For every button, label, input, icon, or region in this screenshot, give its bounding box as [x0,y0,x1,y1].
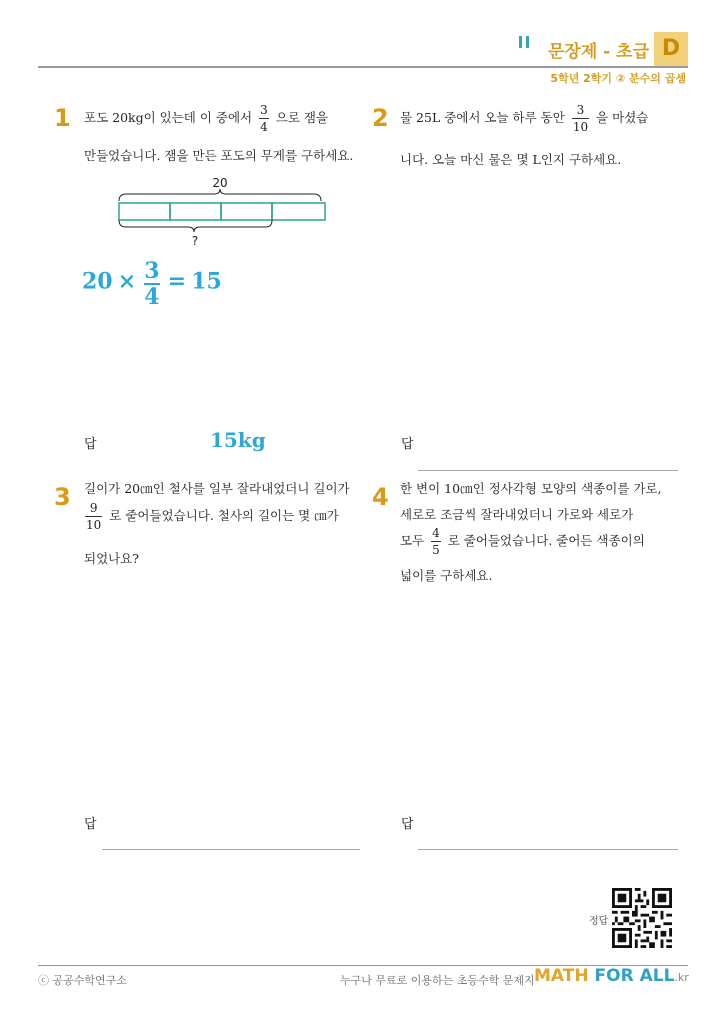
problem-3-text-line1: 길이가 20㎝인 철사를 일부 잘라내었더니 길이가 [84,481,350,496]
problem-4-text-line1: 한 변이 10㎝인 정사각형 모양의 색종이를 가로, [400,481,662,496]
problem-1-number: 1 [54,104,71,132]
fraction-denominator: 10 [86,518,102,532]
problem-2-answer-label: 답 [401,437,414,452]
diagram-segment [272,203,325,220]
worksheet-subtitle: 5학년 2학기 ② 분수의 곱셈 [550,72,686,85]
diagram-segment [170,203,221,220]
problem-4-fraction [431,527,441,556]
solution-fraction-numerator: 3 [144,258,160,284]
problem-4-text-line4: 넓이를 구하세요. [400,568,493,583]
logo-part-forall: FOR ALL [594,966,675,986]
problem-4-text-after: 로 줄어들었습니다. 줄어든 색종이의 [447,533,645,548]
solution-operator: × [117,268,137,295]
fraction-denominator: 4 [260,120,268,134]
problem-4-text-line3 [400,527,645,556]
problem-2-text-line1 [400,104,648,133]
math-for-all-logo[interactable] [534,966,689,986]
problem-3-answer-line [102,849,360,850]
problem-1-text-after: 으로 잼을 [275,110,329,125]
fraction-numerator: 3 [572,104,589,119]
problem-2-fraction [572,104,589,133]
problem-3-fraction [85,502,102,531]
diagram-top-label: 20 [212,176,228,190]
problem-1-text-line2: 만들었습니다. 잼을 만든 포도의 무게를 구하세요. [84,148,354,163]
qr-label: 정답 [589,916,609,927]
footer-tagline: 누구나 무료로 이용하는 초등수학 문제지 [340,974,535,987]
diagram-bottom-brace [119,220,272,232]
solution-fraction-denominator: 4 [144,284,160,310]
worksheet-title: 문장제 - 초급 [548,42,650,62]
problem-4-text-line2: 세로로 조금씩 잘라내었더니 가로와 세로가 [400,507,634,522]
problem-3-number: 3 [54,483,71,511]
problem-1-answer-label: 답 [84,437,97,452]
problem-2-text-after: 을 마셨습 [596,110,649,125]
problem-3-answer-label: 답 [84,817,97,832]
problem-1-text: 포도 20kg이 있는데 이 중에서 [84,110,253,125]
logo-part-math: MATH [534,966,589,986]
header-divider [38,66,688,68]
problem-4-number: 4 [372,483,389,511]
level-badge: D [654,32,688,66]
footer-copyright: ⓒ 공공수학연구소 [38,974,127,987]
diagram-top-brace [119,189,321,201]
problem-3-text-after: 로 줄어들었습니다. 철사의 길이는 몇 ㎝가 [109,508,339,523]
problem-3-text-line3: 되었나요? [84,551,140,566]
problem-4-answer-label: 답 [401,817,414,832]
fraction-denominator: 5 [432,543,440,557]
fraction-numerator: 4 [432,526,440,540]
problem-2-answer-line [418,470,678,471]
diagram-segment [119,203,170,220]
problem-1-bar-diagram [112,172,332,250]
problem-2-text: 물 25L 중에서 오늘 하루 동안 [400,110,565,125]
fraction-numerator: 3 [260,103,268,117]
problem-1-solution [82,260,222,308]
solution-result: 15 [191,268,222,295]
diagram-segment [221,203,272,220]
solution-fraction [144,260,159,308]
header-mark-icon [519,36,533,50]
problem-1-text-line1 [84,104,328,133]
problem-3-text-line2 [82,502,339,531]
problem-4-text-before: 모두 [400,533,425,548]
problem-2-text-line2: 니다. 오늘 마신 물은 몇 L인지 구하세요. [400,152,622,167]
qr-code-icon[interactable] [612,888,672,948]
solution-whole: 20 [82,268,113,295]
fraction-numerator: 9 [85,502,102,517]
problem-4-answer-line [418,849,678,850]
problem-2-number: 2 [372,104,389,132]
logo-part-kr: .kr [674,971,689,984]
diagram-bottom-label: ? [191,234,199,248]
solution-equals: = [167,268,187,295]
fraction-denominator: 10 [572,120,589,134]
problem-1-answer: 15kg [210,428,266,452]
problem-1-fraction [259,104,269,133]
